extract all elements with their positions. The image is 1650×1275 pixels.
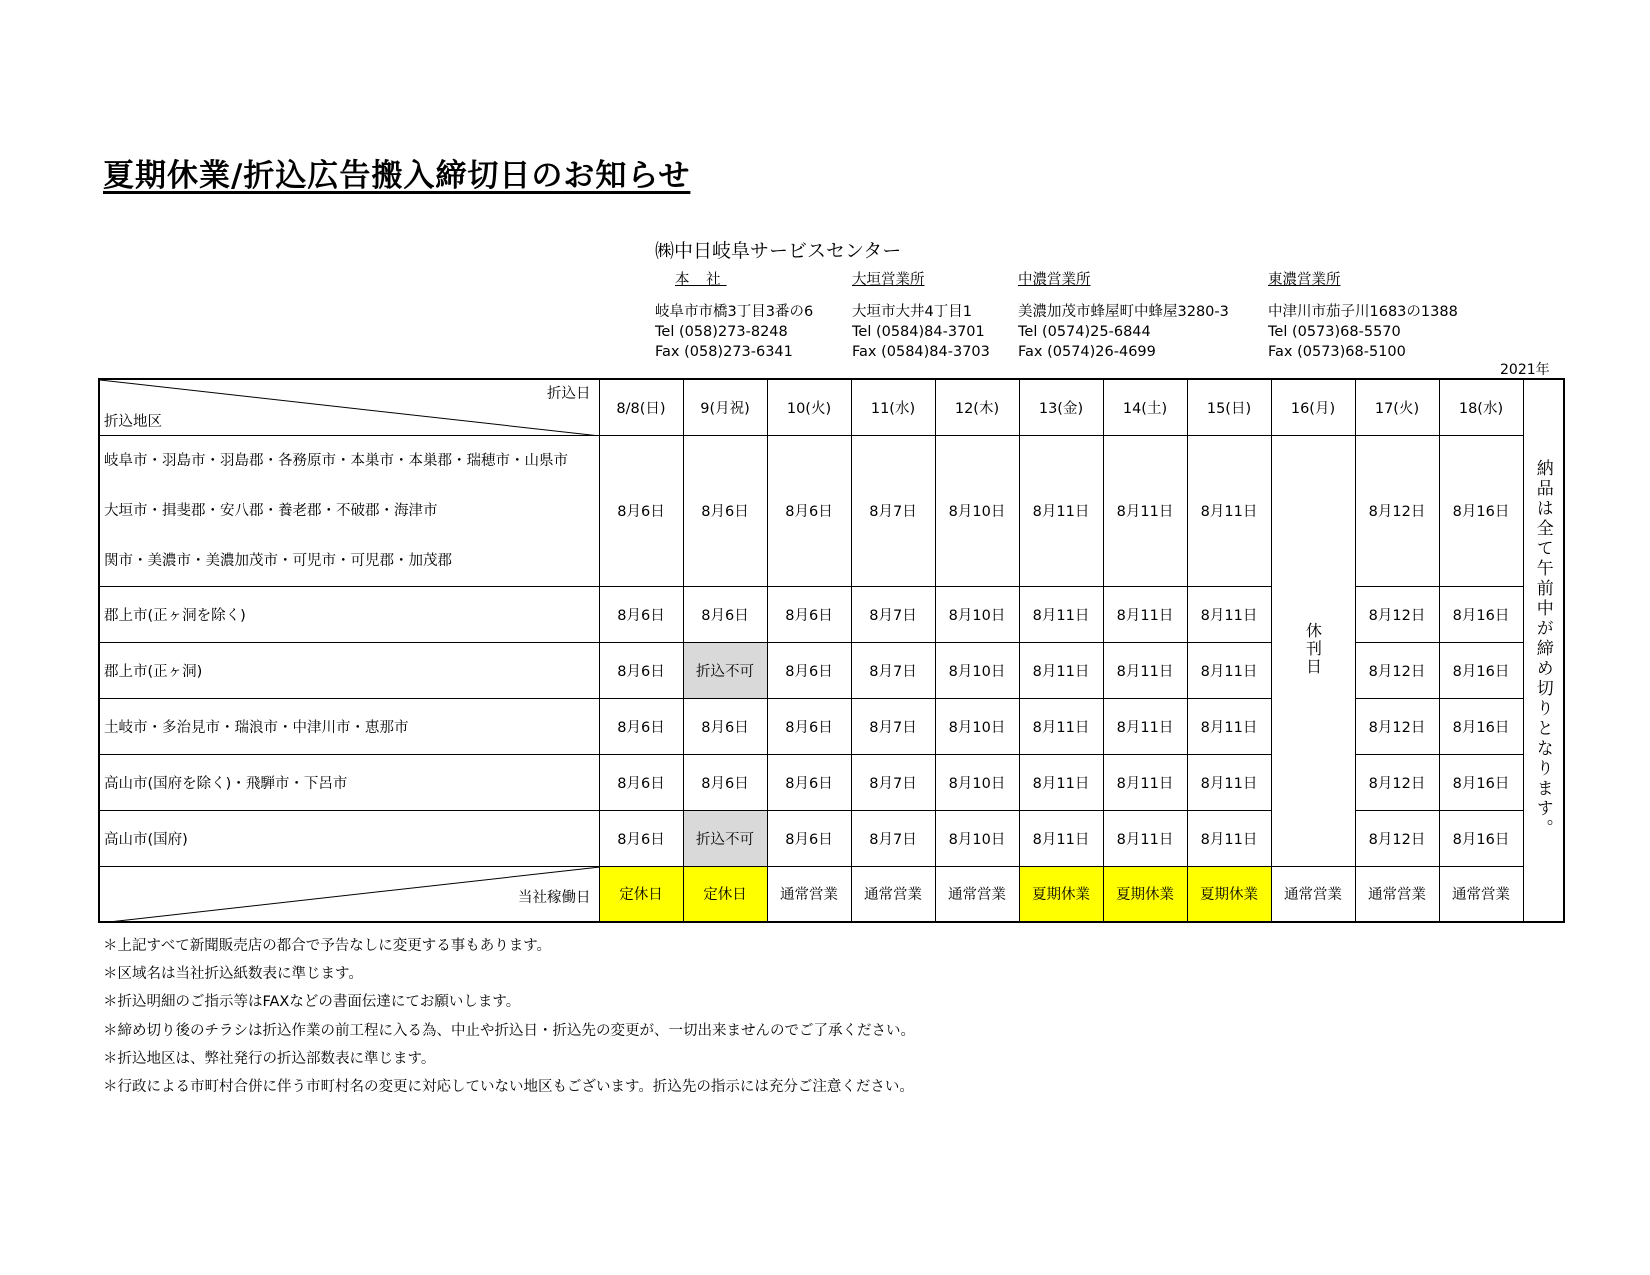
- deadline-cell: 8月16日: [1439, 754, 1523, 810]
- note-line: ＊行政による市町村合併に伴う市町村名の変更に対応していない地区もございます。折込先の指示には充分ご注意ください。: [103, 1079, 914, 1096]
- deadline-cell: 8月12日: [1355, 435, 1439, 586]
- company-name: ㈱中日岐阜サービスセンター: [655, 240, 902, 262]
- deadline-cell: 8月10日: [935, 642, 1019, 698]
- deadline-cell: 8月16日: [1439, 698, 1523, 754]
- deadline-cell: 8月11日: [1187, 754, 1271, 810]
- deadline-cell: 8月16日: [1439, 586, 1523, 642]
- office-hq: [655, 270, 813, 362]
- office-chuno: [1018, 270, 1229, 362]
- deadline-cell: 8月7日: [851, 435, 935, 586]
- deadline-cell: 8月11日: [1019, 698, 1103, 754]
- deadline-cell: 8月11日: [1103, 810, 1187, 866]
- deadline-cell: 8月11日: [1019, 754, 1103, 810]
- deadline-cell: 8月11日: [1019, 435, 1103, 586]
- deadline-cell: 8月12日: [1355, 586, 1439, 642]
- deadline-cell: 8月6日: [767, 810, 851, 866]
- office-tel: Tel (058)273-8248: [655, 324, 788, 340]
- date-header: 13(金): [1019, 379, 1103, 435]
- note-line: ＊締め切り後のチラシは折込作業の前工程に入る為、中止や折込日・折込先の変更が、一切出来ませんのでご了承ください。: [103, 1022, 915, 1039]
- area-name: 関市・美濃市・美濃加茂市・可児市・可児郡・加茂郡: [104, 552, 452, 569]
- deadline-cell: 8月12日: [1355, 810, 1439, 866]
- office-fax: Fax (058)273-6341: [655, 344, 793, 360]
- area-name: 郡上市(正ヶ洞を除く): [99, 586, 599, 642]
- table-row: [99, 435, 1564, 586]
- area-name: 岐阜市・羽島市・羽島郡・各務原市・本巣市・本巣郡・瑞穂市・山県市: [104, 452, 568, 469]
- deadline-cell: 8月11日: [1187, 810, 1271, 866]
- deadline-cell: 8月10日: [935, 435, 1019, 586]
- deadline-cell: 8月16日: [1439, 810, 1523, 866]
- status-cell: 夏期休業: [1103, 866, 1187, 922]
- deadline-cell: 8月10日: [935, 698, 1019, 754]
- area-name: 高山市(国府): [99, 810, 599, 866]
- holiday-label: 休刊日: [1303, 621, 1323, 676]
- deadline-cell: 8月11日: [1187, 642, 1271, 698]
- deadline-cell: 8月11日: [1019, 642, 1103, 698]
- deadline-cell: 8月11日: [1103, 435, 1187, 586]
- deadline-cell: 8月6日: [767, 586, 851, 642]
- deadline-cell: 8月7日: [851, 810, 935, 866]
- area-name: 土岐市・多治見市・瑞浪市・中津川市・恵那市: [99, 698, 599, 754]
- notes: [103, 932, 915, 1101]
- deadline-cell: 8月16日: [1439, 642, 1523, 698]
- status-corner: [99, 866, 599, 922]
- deadline-cell: 8月6日: [683, 435, 767, 586]
- office-name: 東濃営業所: [1268, 272, 1341, 288]
- office-fax: Fax (0573)68-5100: [1268, 344, 1406, 360]
- office-tel: Tel (0573)68-5570: [1268, 324, 1401, 340]
- table-corner: [99, 379, 599, 435]
- note-line: ＊折込明細のご指示等はFAXなどの書面伝達にてお願いします。: [103, 994, 521, 1011]
- office-fax: Fax (0584)84-3703: [852, 344, 990, 360]
- deadline-cell: 8月11日: [1019, 810, 1103, 866]
- deadline-cell: 8月6日: [767, 435, 851, 586]
- deadline-cell: 8月6日: [683, 698, 767, 754]
- area-name: 郡上市(正ヶ洞): [99, 642, 599, 698]
- status-cell: 通常営業: [851, 866, 935, 922]
- deadline-cell: 8月11日: [1103, 586, 1187, 642]
- deadline-cell: 8月11日: [1019, 586, 1103, 642]
- schedule-table: [98, 378, 1565, 923]
- office-name: 本 社: [675, 272, 727, 288]
- side-note: [1523, 379, 1564, 922]
- office-tel: Tel (0584)84-3701: [852, 324, 985, 340]
- note-line: ＊区域名は当社折込紙数表に準じます。: [103, 966, 363, 983]
- area-name: 高山市(国府を除く)・飛騨市・下呂市: [99, 754, 599, 810]
- deadline-cell: 8月6日: [767, 754, 851, 810]
- deadline-cell: 8月6日: [683, 754, 767, 810]
- date-header: 8/8(日): [599, 379, 683, 435]
- area-name: 大垣市・揖斐郡・安八郡・養老郡・不破郡・海津市: [104, 502, 438, 519]
- unavailable-cell: 折込不可: [683, 642, 767, 698]
- deadline-cell: 8月10日: [935, 754, 1019, 810]
- deadline-cell: 8月6日: [599, 642, 683, 698]
- deadline-cell: 8月11日: [1103, 698, 1187, 754]
- status-cell: 定休日: [599, 866, 683, 922]
- deadline-cell: 8月6日: [599, 810, 683, 866]
- office-tel: Tel (0574)25-6844: [1018, 324, 1151, 340]
- deadline-cell: 8月11日: [1103, 642, 1187, 698]
- corner-area-label: 折込地区: [104, 413, 162, 430]
- status-cell: 通常営業: [1355, 866, 1439, 922]
- office-address: 大垣市大井4丁目1: [852, 304, 972, 320]
- date-header: 10(火): [767, 379, 851, 435]
- unavailable-cell: 折込不可: [683, 810, 767, 866]
- deadline-cell: 8月11日: [1187, 586, 1271, 642]
- status-cell: 夏期休業: [1187, 866, 1271, 922]
- office-ogaki: [852, 270, 990, 362]
- note-line: ＊上記すべて新聞販売店の都合で予告なしに変更する事もあります。: [103, 938, 552, 954]
- area-cell: [99, 435, 599, 586]
- office-tono: [1268, 270, 1458, 362]
- status-label: 当社稼働日: [518, 890, 591, 906]
- status-row: [99, 866, 1564, 922]
- date-header: 18(水): [1439, 379, 1523, 435]
- status-cell: 通常営業: [1271, 866, 1355, 922]
- date-header: 16(月): [1271, 379, 1355, 435]
- office-address: 中津川市茄子川1683の1388: [1268, 304, 1458, 320]
- date-header: 9(月祝): [683, 379, 767, 435]
- date-header: 12(木): [935, 379, 1019, 435]
- deadline-cell: 8月6日: [599, 435, 683, 586]
- year-label: 2021年: [1500, 362, 1550, 378]
- deadline-cell: 8月12日: [1355, 754, 1439, 810]
- status-cell: 夏期休業: [1019, 866, 1103, 922]
- deadline-cell: 8月7日: [851, 698, 935, 754]
- date-header: 15(日): [1187, 379, 1271, 435]
- date-header: 11(水): [851, 379, 935, 435]
- office-fax: Fax (0574)26-4699: [1018, 344, 1156, 360]
- deadline-cell: 8月6日: [767, 698, 851, 754]
- deadline-cell: 8月10日: [935, 810, 1019, 866]
- deadline-cell: 8月6日: [599, 754, 683, 810]
- deadline-cell: 8月7日: [851, 642, 935, 698]
- page-title: 夏期休業/折込広告搬入締切日のお知らせ: [103, 158, 691, 194]
- diagonal-line: [100, 380, 599, 435]
- deadline-cell: 8月6日: [683, 586, 767, 642]
- deadline-cell: 8月6日: [599, 698, 683, 754]
- date-header: 14(土): [1103, 379, 1187, 435]
- deadline-cell: 8月6日: [767, 642, 851, 698]
- office-address: 美濃加茂市蜂屋町中蜂屋3280-3: [1018, 304, 1229, 320]
- side-note-text: 納品は全て午前中が締め切りとなります。: [1532, 458, 1553, 839]
- office-name: 大垣営業所: [852, 272, 925, 288]
- note-line: ＊折込地区は、弊社発行の折込部数表に準じます。: [103, 1050, 436, 1067]
- status-cell: 通常営業: [935, 866, 1019, 922]
- deadline-cell: 8月16日: [1439, 435, 1523, 586]
- corner-date-label: 折込日: [547, 386, 591, 402]
- deadline-cell: 8月11日: [1103, 754, 1187, 810]
- deadline-cell: 8月12日: [1355, 698, 1439, 754]
- deadline-cell: 8月10日: [935, 586, 1019, 642]
- deadline-cell: 8月11日: [1187, 435, 1271, 586]
- deadline-cell: 8月6日: [599, 586, 683, 642]
- deadline-cell: 8月11日: [1187, 698, 1271, 754]
- deadline-cell: 8月12日: [1355, 642, 1439, 698]
- office-name: 中濃営業所: [1018, 272, 1091, 288]
- header-row: [99, 379, 1564, 435]
- status-cell: 通常営業: [1439, 866, 1523, 922]
- date-header: 17(火): [1355, 379, 1439, 435]
- status-cell: 通常営業: [767, 866, 851, 922]
- status-cell: 定休日: [683, 866, 767, 922]
- office-address: 岐阜市市橋3丁目3番の6: [655, 304, 814, 320]
- deadline-cell: 8月7日: [851, 586, 935, 642]
- holiday-cell: [1271, 435, 1355, 866]
- deadline-cell: 8月7日: [851, 754, 935, 810]
